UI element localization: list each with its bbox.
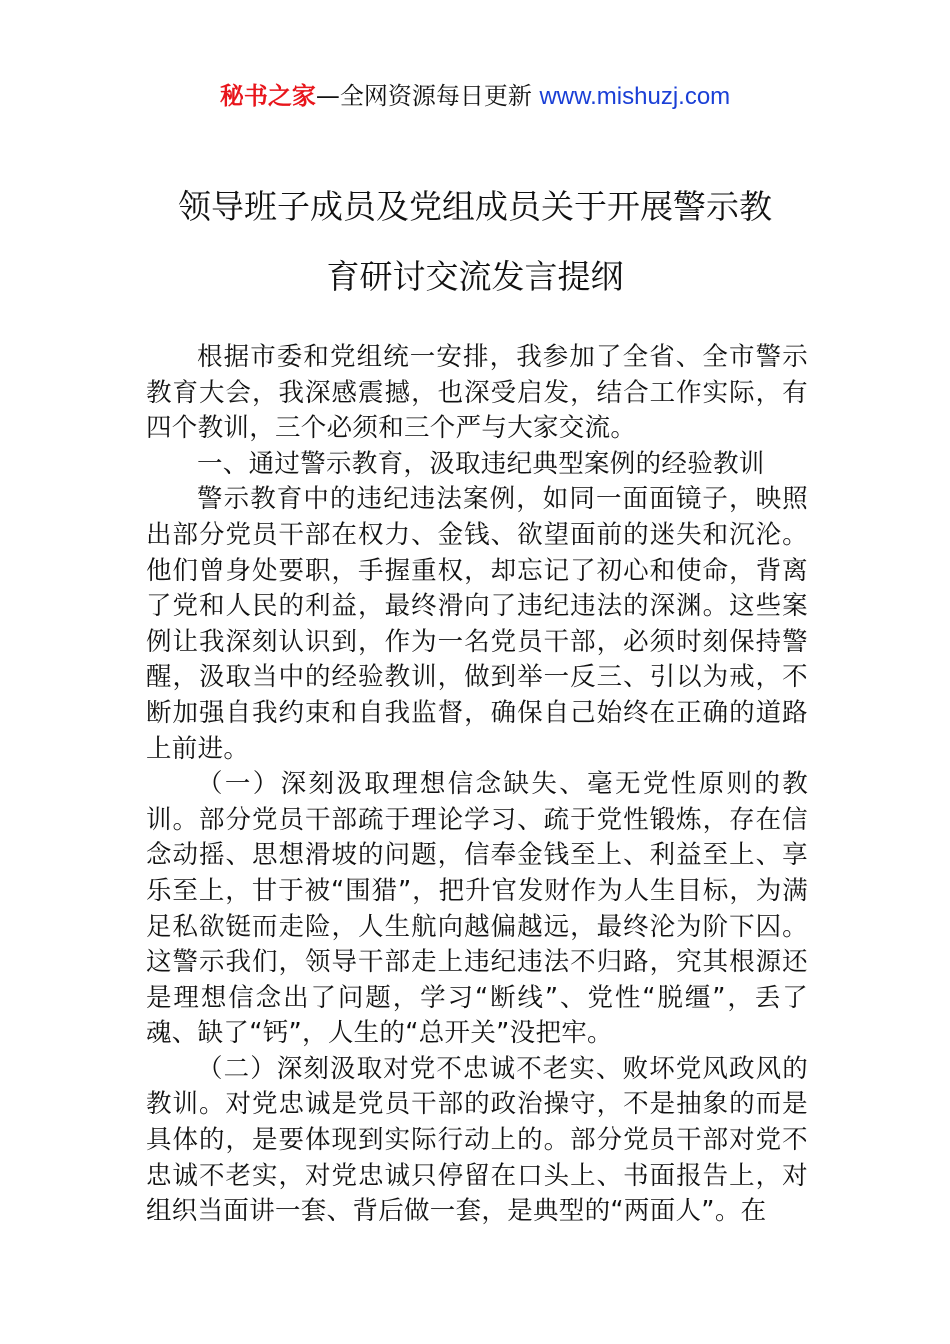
header-dash: — xyxy=(315,82,340,110)
site-url[interactable]: www.mishuzj.com xyxy=(539,83,731,110)
title-line-2: 育研讨交流发言提纲 xyxy=(326,257,624,296)
document-title xyxy=(0,172,950,312)
document-body xyxy=(146,340,808,1230)
section-heading-1: 一、通过警示教育，汲取违纪典型案例的经验教训 xyxy=(197,448,765,479)
site-brand: 秘书之家 xyxy=(219,82,316,110)
body-paragraph: 警示教育中的违纪违法案例，如同一面面镜子，映照出部分党员干部在权力、金钱、欲望面前的迷失和沉沦。他们曾身处要职，手握重权，却忘记了初心和使命，背离了党和人民的利益，最终滑向了违纪违法的深渊。这些案例让我深刻认识到，作为一名党员干部，必须时刻保持警醒，汲取当中的经验教训，做到举一反三、引以为戒，不断加强自我约束和自我监督，确保自己始终在正确的道路上前进。 xyxy=(146,484,808,764)
subsection-paragraph-1: （一）深刻汲取理想信念缺失、毫无党性原则的教训。部分党员干部疏于理论学习、疏于党性锻炼，存在信念动摇、思想滑坡的问题，信奉金钱至上、利益至上、享乐至上，甘于被“围猎”，把升官发财作为人生目标，为满足私欲铤而走险，人生航向越偏越远，最终沦为阶下囚。这警示我们，领导干部走上违纪违法不归路，究其根源还是理想信念出了问题，学习“断线”、党性“脱缰”，丢了魂、缺了“钙”，人生的“总开关”没把牢。 xyxy=(146,769,808,1049)
title-line-1: 领导班子成员及党组成员关于开展警示教 xyxy=(178,187,772,226)
intro-paragraph: 根据市委和党组统一安排，我参加了全省、全市警示教育大会，我深感震撼，也深受启发，结合工作实际，有四个教训，三个必须和三个严与大家交流。 xyxy=(146,342,808,444)
subsection-paragraph-2: （二）深刻汲取对党不忠诚不老实、败坏党风政风的教训。对党忠诚是党员干部的政治操守，不是抽象的而是具体的，是要体现到实际行动上的。部分党员干部对党不忠诚不老实，对党忠诚只停留在口头上、书面报告上，对组织当面讲一套、背后做一套，是典型的“两面人”。在 xyxy=(146,1053,808,1227)
site-header xyxy=(0,80,950,113)
site-tagline: 全网资源每日更新 xyxy=(339,82,532,110)
